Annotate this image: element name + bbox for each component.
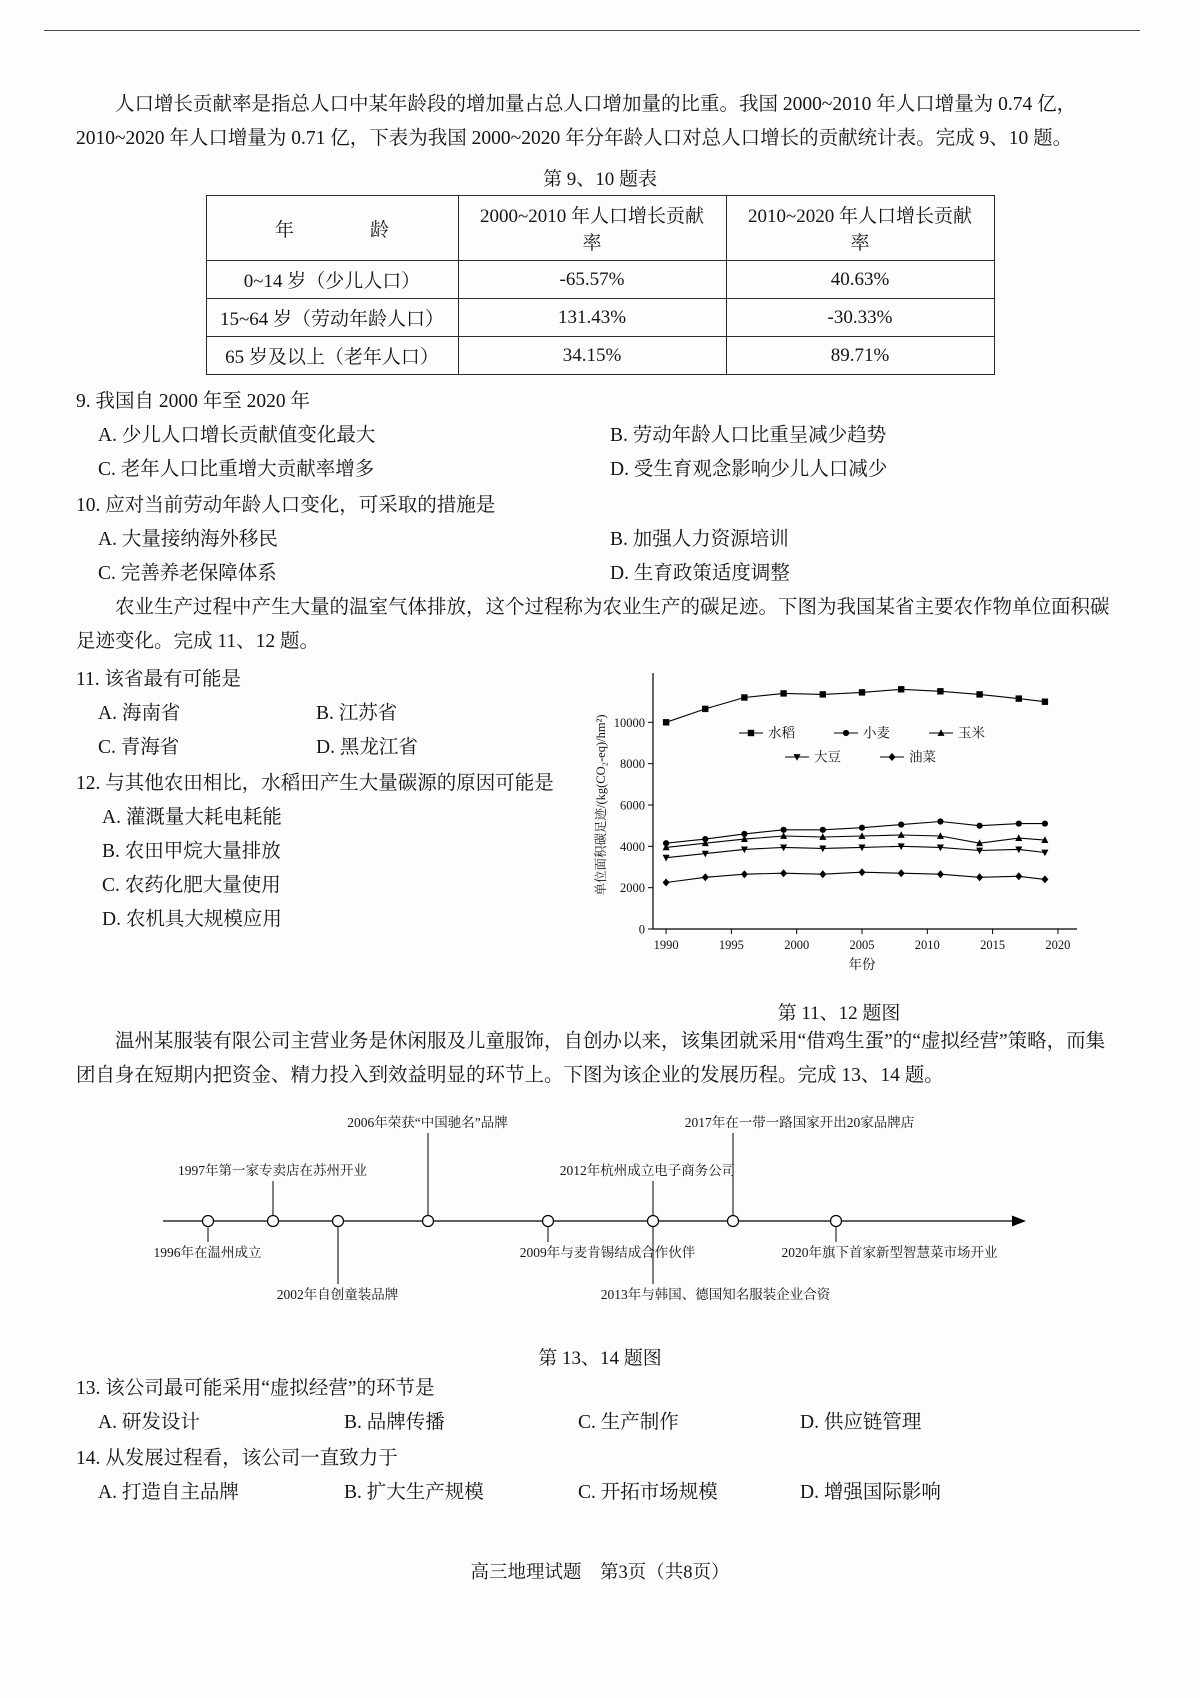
carbon-footprint-figure <box>554 661 1124 1025</box>
timeline-event-label: 2006年荣获“中国驰名”品牌 <box>347 1115 508 1130</box>
svg-text:6000: 6000 <box>620 798 645 813</box>
chart-caption: 第 11、12 题图 <box>777 1003 901 1024</box>
question-12-stem: 12. 与其他农田相比，水稻田产生大量碳源的原因可能是 <box>76 773 554 794</box>
population-table <box>206 195 995 375</box>
intro-wenzhou-company: 温州某服装有限公司主营业务是休闲服及儿童服饰，自创办以来，该集团就采用“借鸡生蛋”的“虚拟经营”策略，而集团自身在短期内把资金、精力投入到效益明显的环节上。下图为该企业的发展历程。完成 13、14 题。 <box>76 1031 1106 1086</box>
option-14-c: C. 开拓市场规模 <box>578 1482 718 1503</box>
timeline-event-label: 2013年与韩国、德国知名服装企业合资 <box>600 1287 831 1302</box>
timeline-labels <box>108 1101 1093 1341</box>
svg-text:1995: 1995 <box>718 938 744 952</box>
option-11-a: A. 海南省 <box>98 703 181 724</box>
svg-text:2000: 2000 <box>620 881 645 896</box>
option-13-c: C. 生产制作 <box>578 1412 679 1433</box>
svg-text:10000: 10000 <box>613 715 645 730</box>
question-11-stem: 11. 该省最有可能是 <box>76 669 242 690</box>
timeline-event-label: 2012年杭州成立电子商务公司 <box>559 1163 736 1178</box>
svg-text:4000: 4000 <box>620 839 645 854</box>
option-9-c: C. 老年人口比重增大贡献率增多 <box>98 459 375 480</box>
cell-age-group: 0~14 岁（少儿人口） <box>206 261 458 299</box>
svg-text:大豆: 大豆 <box>814 749 841 765</box>
option-10-a: A. 大量接纳海外移民 <box>98 529 278 550</box>
timeline-event-label: 2009年与麦肯锡结成合作伙伴 <box>519 1245 696 1260</box>
option-9-a: A. 少儿人口增长贡献值变化最大 <box>98 425 376 446</box>
cell-age-group: 15~64 岁（劳动年龄人口） <box>206 299 458 337</box>
col-header-age: 年 龄 <box>206 196 458 261</box>
svg-text:小麦: 小麦 <box>863 725 890 741</box>
section-11-12 <box>76 661 1124 1025</box>
option-14-b: B. 扩大生产规模 <box>344 1482 484 1503</box>
page-edge-line <box>44 30 1140 31</box>
col-header-2000-2010: 2000~2010 年人口增长贡献率 <box>458 196 726 261</box>
question-10-stem: 10. 应对当前劳动年龄人口变化，可采取的措施是 <box>76 495 496 516</box>
option-11-b: B. 江苏省 <box>316 703 398 724</box>
svg-text:水稻: 水稻 <box>768 725 795 741</box>
option-11-d: D. 黑龙江省 <box>316 737 418 758</box>
question-10-options <box>76 523 1124 591</box>
svg-text:油菜: 油菜 <box>909 749 936 765</box>
cell-value: 40.63% <box>726 261 994 299</box>
question-14-stem: 14. 从发展过程看，该公司一直致力于 <box>76 1448 398 1469</box>
svg-text:年份: 年份 <box>848 957 876 972</box>
svg-text:1990: 1990 <box>653 938 679 952</box>
cell-value: -30.33% <box>726 299 994 337</box>
table-caption: 第 9、10 题表 <box>542 169 657 190</box>
svg-text:0: 0 <box>638 922 645 937</box>
option-14-a: A. 打造自主品牌 <box>98 1482 239 1503</box>
intro-population: 人口增长贡献率是指总人口中某年龄段的增加量占总人口增加量的比重。我国 2000~2010 年人口增量为 0.74 亿，2010~2020 年人口增量为 0.71 亿，下表为我国 2000~2020 年分年龄人口对总人口增长的贡献统计表。完成 9、10 题。 <box>76 94 1077 149</box>
option-10-b: B. 加强人力资源培训 <box>610 529 789 550</box>
option-9-b: B. 劳动年龄人口比重呈减少趋势 <box>610 425 887 446</box>
cell-value: -65.57% <box>458 261 726 299</box>
table-row <box>206 261 994 299</box>
svg-text:单位面积碳足迹/(kg(CO₂-eq)/hm²): 单位面积碳足迹/(kg(CO₂-eq)/hm²) <box>594 714 608 896</box>
question-9-stem: 9. 我国自 2000 年至 2020 年 <box>76 391 311 412</box>
timeline-event-label: 2017年在一带一路国家开出20家品牌店 <box>684 1115 915 1130</box>
question-11-options <box>76 697 554 765</box>
option-12-c: C. 农药化肥大量使用 <box>102 875 281 896</box>
cell-value: 89.71% <box>726 337 994 375</box>
option-13-d: D. 供应链管理 <box>800 1412 922 1433</box>
option-10-c: C. 完善养老保障体系 <box>98 563 277 584</box>
option-9-d: D. 受生育观念影响少儿人口减少 <box>610 459 888 480</box>
cell-age-group: 65 岁及以上（老年人口） <box>206 337 458 375</box>
question-9-options <box>76 419 1124 487</box>
svg-text:2005: 2005 <box>849 938 875 952</box>
svg-text:玉米: 玉米 <box>958 725 985 741</box>
timeline-event-label: 2002年自创童装品牌 <box>276 1287 399 1302</box>
timeline-caption: 第 13、14 题图 <box>538 1348 662 1369</box>
table-header-row <box>206 196 994 261</box>
option-12-a: A. 灌溉量大耗电耗能 <box>102 807 282 828</box>
carbon-footprint-line-chart <box>589 661 1089 991</box>
col-header-2010-2020: 2010~2020 年人口增长贡献率 <box>726 196 994 261</box>
cell-value: 131.43% <box>458 299 726 337</box>
questions-11-12-column <box>76 661 554 1025</box>
option-12-b: B. 农田甲烷大量排放 <box>102 841 281 862</box>
svg-text:2000: 2000 <box>784 938 810 952</box>
option-12-d: D. 农机具大规模应用 <box>102 909 282 930</box>
timeline-event-label: 1997年第一家专卖店在苏州开业 <box>178 1163 367 1178</box>
option-14-d: D. 增强国际影响 <box>800 1482 941 1503</box>
timeline-event-label: 1996年在温州成立 <box>153 1245 262 1260</box>
option-13-b: B. 品牌传播 <box>344 1412 445 1433</box>
intro-carbon-footprint: 农业生产过程中产生大量的温室气体排放，这个过程称为农业生产的碳足迹。下图为我国某省主要农作物单位面积碳足迹变化。完成 11、12 题。 <box>76 597 1110 652</box>
option-11-c: C. 青海省 <box>98 737 180 758</box>
option-10-d: D. 生育政策适度调整 <box>610 563 790 584</box>
table-row <box>206 299 994 337</box>
table-row <box>206 337 994 375</box>
question-13-options <box>76 1406 1124 1440</box>
option-13-a: A. 研发设计 <box>98 1412 200 1433</box>
svg-text:8000: 8000 <box>620 757 645 772</box>
question-12-options <box>76 801 554 937</box>
svg-text:2010: 2010 <box>914 938 940 952</box>
cell-value: 34.15% <box>458 337 726 375</box>
page-footer: 高三地理试题 第3页（共8页） <box>470 1563 730 1583</box>
timeline-event-label: 2020年旗下首家新型智慧菜市场开业 <box>781 1245 998 1260</box>
svg-text:2015: 2015 <box>980 938 1006 952</box>
question-13-stem: 13. 该公司最可能采用“虚拟经营”的环节是 <box>76 1378 435 1399</box>
svg-text:2020: 2020 <box>1045 938 1071 952</box>
question-14-options <box>76 1476 1124 1510</box>
company-timeline-figure <box>108 1101 1093 1341</box>
